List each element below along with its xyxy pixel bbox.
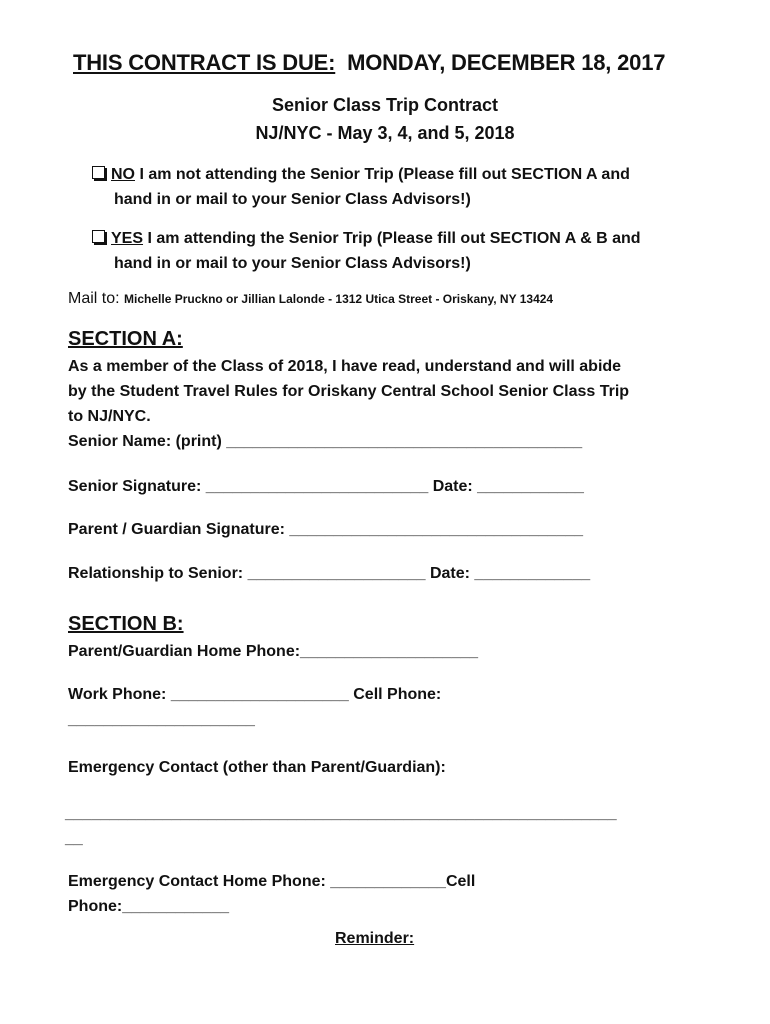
statement-line: by the Student Travel Rules for Oriskany Central School Senior Class Trip: [68, 383, 630, 400]
option-no-text-cont: hand in or mail to your Senior Class Advisors!): [114, 191, 471, 208]
emergency-line-cont: __: [65, 830, 83, 847]
checkbox-icon[interactable]: [92, 230, 105, 243]
mail-to: [68, 290, 553, 308]
reminder-heading: Reminder:: [335, 930, 415, 947]
statement-line: As a member of the Class of 2018, I have read, understand and will abide: [68, 358, 622, 375]
emergency-contact-field[interactable]: [65, 801, 617, 851]
due-heading: [73, 50, 665, 76]
option-no-choice: NO: [111, 166, 135, 183]
checkbox-icon[interactable]: [92, 166, 105, 179]
mail-address: Michelle Pruckno or Jillian Lalonde - 1312 Utica Street - Oriskany, NY 13424: [124, 292, 554, 306]
emergency-line: ______________________________________________________________: [65, 805, 617, 822]
option-no: [92, 162, 630, 212]
emergency-cell-line: Phone:____________: [68, 898, 229, 915]
option-yes-text: I am attending the Senior Trip (Please fill out SECTION A & B and: [143, 230, 641, 247]
due-date: MONDAY, DECEMBER 18, 2017: [347, 50, 666, 75]
mail-label: Mail to:: [68, 290, 120, 307]
work-cell-phone-label: Work Phone: ____________________ Cell Phone:: [68, 686, 442, 703]
work-phone-field[interactable]: [68, 682, 441, 732]
home-phone-field[interactable]: Parent/Guardian Home Phone:____________________: [68, 643, 479, 660]
emergency-phone-field[interactable]: [68, 869, 475, 919]
section-a-statement: [68, 354, 629, 454]
parent-signature-field[interactable]: Parent / Guardian Signature: _________________________________: [68, 521, 584, 538]
statement-line: to NJ/NYC.: [68, 408, 151, 425]
option-yes-text-cont: hand in or mail to your Senior Class Advisors!): [114, 255, 471, 272]
emergency-contact-label: Emergency Contact (other than Parent/Guardian):: [68, 759, 446, 776]
trip-dates: NJ/NYC - May 3, 4, and 5, 2018: [255, 123, 515, 143]
option-yes: [92, 226, 641, 276]
option-no-text: I am not attending the Senior Trip (Please fill out SECTION A and: [135, 166, 630, 183]
senior-signature-field[interactable]: Senior Signature: _________________________ Date: ____________: [68, 478, 584, 495]
option-yes-choice: YES: [111, 230, 144, 247]
section-a-heading: SECTION A:: [68, 328, 183, 350]
contract-title: Senior Class Trip Contract: [271, 95, 499, 115]
due-label: THIS CONTRACT IS DUE:: [73, 50, 336, 75]
cell-phone-line: _____________________: [68, 711, 255, 728]
section-b-heading: SECTION B:: [68, 613, 184, 635]
emergency-phone-label: Emergency Contact Home Phone: _____________Cell: [68, 873, 476, 890]
relationship-field[interactable]: Relationship to Senior: ____________________ Date: _____________: [68, 565, 591, 582]
senior-name-field[interactable]: Senior Name: (print) ________________________________________: [68, 433, 583, 450]
